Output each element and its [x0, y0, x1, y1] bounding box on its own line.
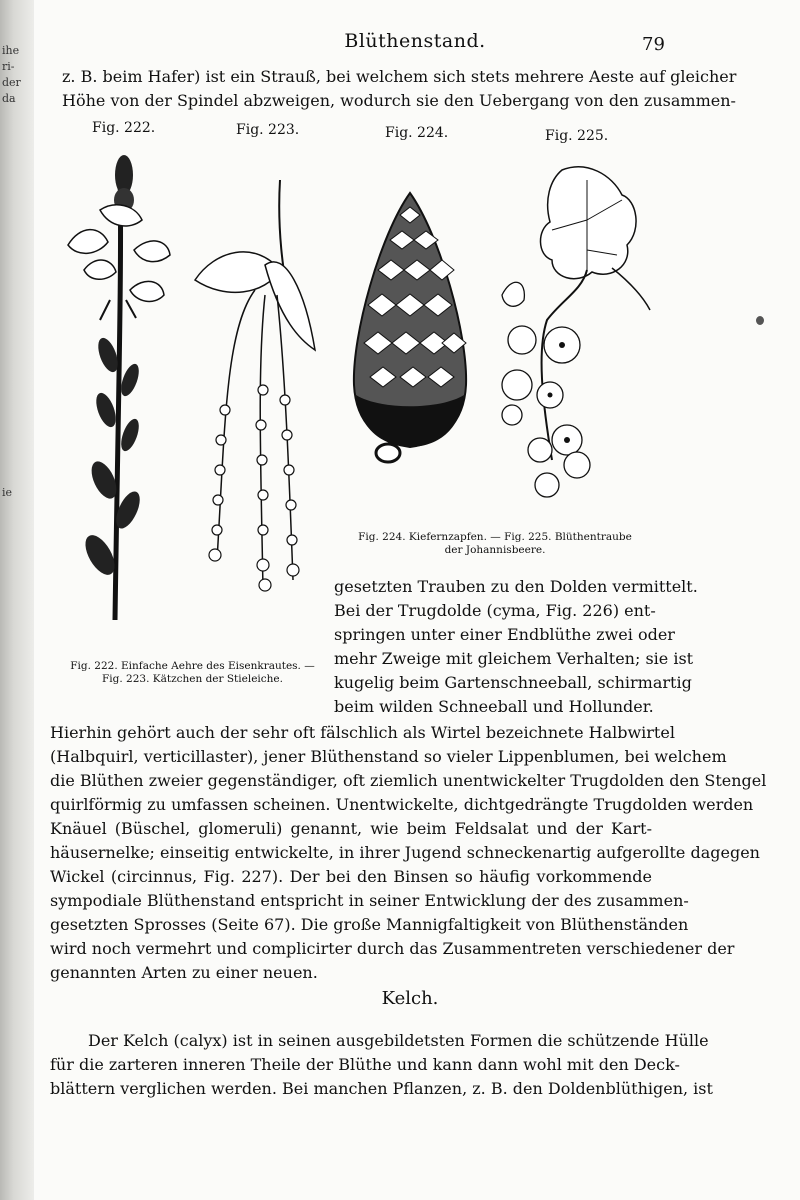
- ink-speck: [756, 316, 764, 325]
- text-line: Hierhin gehört auch der sehr oft fälschlich als Wirtel bezeichnete Halbwirtel: [50, 723, 675, 742]
- figure-caption-222-223: [60, 660, 325, 686]
- caption-line: Fig. 224. Kiefernzapfen. — Fig. 225. Blüthentraube: [358, 531, 632, 543]
- currant-raceme-icon: [492, 160, 652, 510]
- text-line: z. B. beim Hafer) ist ein Strauß, bei welchem sich stets mehrere Aeste auf gleicher: [62, 67, 737, 86]
- figure-label-222: Fig. 222.: [92, 120, 156, 136]
- figure-label-223: Fig. 223.: [236, 122, 300, 138]
- text-line: blättern verglichen werden. Bei manchen Pflanzen, z. B. den Doldenblüthigen, ist: [50, 1079, 713, 1098]
- text-line: Höhe von der Spindel abzweigen, wodurch sie den Uebergang von den zusammen-: [62, 91, 736, 110]
- text-line: Bei der Trugdolde (cyma, Fig. 226) ent-: [334, 601, 656, 620]
- text-line: (Halbquirl, verticillaster), jener Blüthenstand so vieler Lippenblumen, bei welchem: [50, 747, 727, 766]
- text-line: die Blüthen zweier gegenständiger, oft ziemlich unentwickelter Trugdolden den Stengel: [50, 771, 767, 790]
- gutter-fragment: ie: [2, 486, 13, 499]
- gutter-fragment: da: [2, 92, 16, 105]
- text-line: sympodiale Blüthenstand entspricht in seiner Entwicklung der des zusammen-: [50, 891, 689, 910]
- text-line: gesetzten Trauben zu den Dolden vermittelt.: [334, 577, 698, 596]
- text-line: springen unter einer Endblüthe zwei oder: [334, 625, 675, 644]
- text-line: gesetzten Sprosses (Seite 67). Die große Mannigfaltigkeit von Blüthenständen: [50, 915, 689, 934]
- oak-catkin-icon: [185, 170, 335, 600]
- text-line: mehr Zweige mit gleichem Verhalten; sie ist: [334, 649, 694, 668]
- text-line: genannten Arten zu einer neuen.: [50, 963, 318, 982]
- caption-line: Fig. 222. Einfache Aehre des Eisenkrautes. —: [70, 660, 315, 672]
- facing-page-gutter: [0, 0, 34, 1200]
- gutter-fragment: der: [2, 76, 21, 89]
- verbena-spike-icon: [60, 150, 180, 630]
- page-number: 79: [642, 34, 665, 55]
- caption-line: der Johannisbeere.: [444, 544, 546, 556]
- text-line: wird noch vermehrt und complicirter durch das Zusammentreten verschiedener der: [50, 939, 735, 958]
- section-heading: Kelch.: [381, 988, 439, 1009]
- pine-cone-icon: [340, 185, 480, 470]
- gutter-fragment: ri-: [2, 60, 15, 73]
- figure-label-225: Fig. 225.: [545, 128, 609, 144]
- text-line: für die zarteren inneren Theile der Blüthe und kann dann wohl mit den Deck-: [50, 1055, 680, 1074]
- text-line: beim wilden Schneeball und Hollunder.: [334, 697, 654, 716]
- figure-caption-224-225: [340, 531, 650, 557]
- text-line: häusernelke; einseitig entwickelte, in ihrer Jugend schneckenartig aufgerollte dagegen: [50, 843, 760, 862]
- figure-label-224: Fig. 224.: [385, 125, 449, 141]
- caption-line: Fig. 223. Kätzchen der Stieleiche.: [102, 673, 283, 685]
- text-line: Wickel (circinnus, Fig. 227). Der bei den Binsen so häufig vorkommende: [50, 867, 652, 886]
- gutter-fragment: ihe: [2, 44, 20, 57]
- text-line: Knäuel (Büschel, glomeruli) genannt, wie beim Feldsalat und der Kart-: [50, 819, 652, 838]
- text-line: Der Kelch (calyx) ist in seinen ausgebildetsten Formen die schützende Hülle: [88, 1031, 709, 1050]
- text-line: kugelig beim Gartenschneeball, schirmartig: [334, 673, 692, 692]
- text-line: quirlförmig zu umfassen scheinen. Unentwickelte, dichtgedrängte Trugdolden werden: [50, 795, 754, 814]
- running-head: Blüthenstand.: [344, 30, 486, 52]
